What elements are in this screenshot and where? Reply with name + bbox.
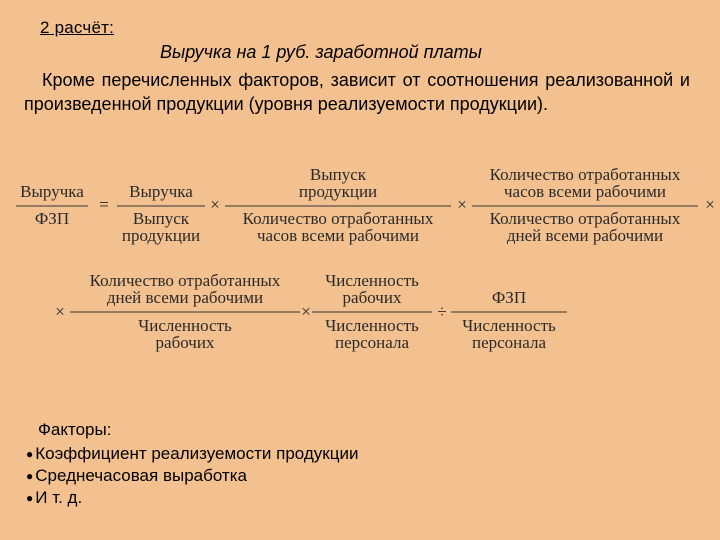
fraction-numerator: продукции	[298, 182, 378, 201]
bullet-icon: ●	[26, 447, 34, 461]
subtitle: Выручка на 1 руб. заработной платы	[160, 42, 482, 62]
section-title: 2 расчёт:	[40, 18, 115, 37]
fraction-numerator: дней всеми рабочими	[106, 288, 264, 307]
fraction-numerator: Выпуск	[309, 165, 367, 184]
fraction-denominator: дней всеми рабочими	[506, 226, 664, 245]
factor-label: Коэффициент реализуемости продукции	[35, 444, 359, 463]
fraction-denominator: Численность	[325, 316, 419, 335]
divide-sign: ÷	[437, 302, 447, 321]
multiply-sign: ×	[705, 195, 715, 214]
fraction-denominator: Численность	[462, 316, 556, 335]
fraction-denominator: Количество отработанных	[242, 209, 434, 228]
bullet-icon: ●	[26, 491, 34, 505]
multiply-sign: ×	[457, 195, 467, 214]
list-item	[26, 443, 358, 465]
intro-paragraph: Кроме перечисленных факторов, зависит от соотношения реализованной и произведенной продукции (уровня реализуемости продукции).	[24, 70, 690, 114]
factor-list	[26, 443, 358, 509]
multiply-sign: ×	[210, 195, 220, 214]
fraction-denominator: персонала	[471, 333, 547, 352]
factors-section	[26, 419, 370, 509]
fraction-denominator: Выпуск	[132, 209, 190, 228]
fraction-denominator: рабочих	[155, 333, 215, 352]
list-item	[26, 487, 358, 509]
bullet-icon: ●	[26, 469, 34, 483]
fraction-numerator: Выручка	[129, 182, 193, 201]
fraction-denominator: персонала	[334, 333, 410, 352]
fraction-denominator: часов всеми рабочими	[256, 226, 420, 245]
lhs-numerator: Выручка	[20, 182, 84, 201]
factor-label: Среднечасовая выработка	[35, 466, 247, 485]
factors-title: Факторы:	[38, 420, 112, 439]
fraction-denominator: Количество отработанных	[489, 209, 681, 228]
factor-label: И т. д.	[35, 488, 83, 507]
fraction-numerator: часов всеми рабочими	[503, 182, 667, 201]
list-item	[26, 465, 358, 487]
equals-sign: =	[99, 195, 109, 214]
fraction-numerator: Количество отработанных	[489, 165, 681, 184]
lhs-denominator: ФЗП	[34, 209, 70, 228]
fraction-numerator: ФЗП	[491, 288, 527, 307]
fraction-numerator: рабочих	[342, 288, 402, 307]
fraction-denominator: продукции	[121, 226, 201, 245]
fraction-denominator: Численность	[138, 316, 232, 335]
multiply-sign: ×	[55, 302, 65, 321]
fraction-numerator: Количество отработанных	[89, 271, 281, 290]
fraction-numerator: Численность	[325, 271, 419, 290]
multiply-sign: ×	[301, 302, 311, 321]
